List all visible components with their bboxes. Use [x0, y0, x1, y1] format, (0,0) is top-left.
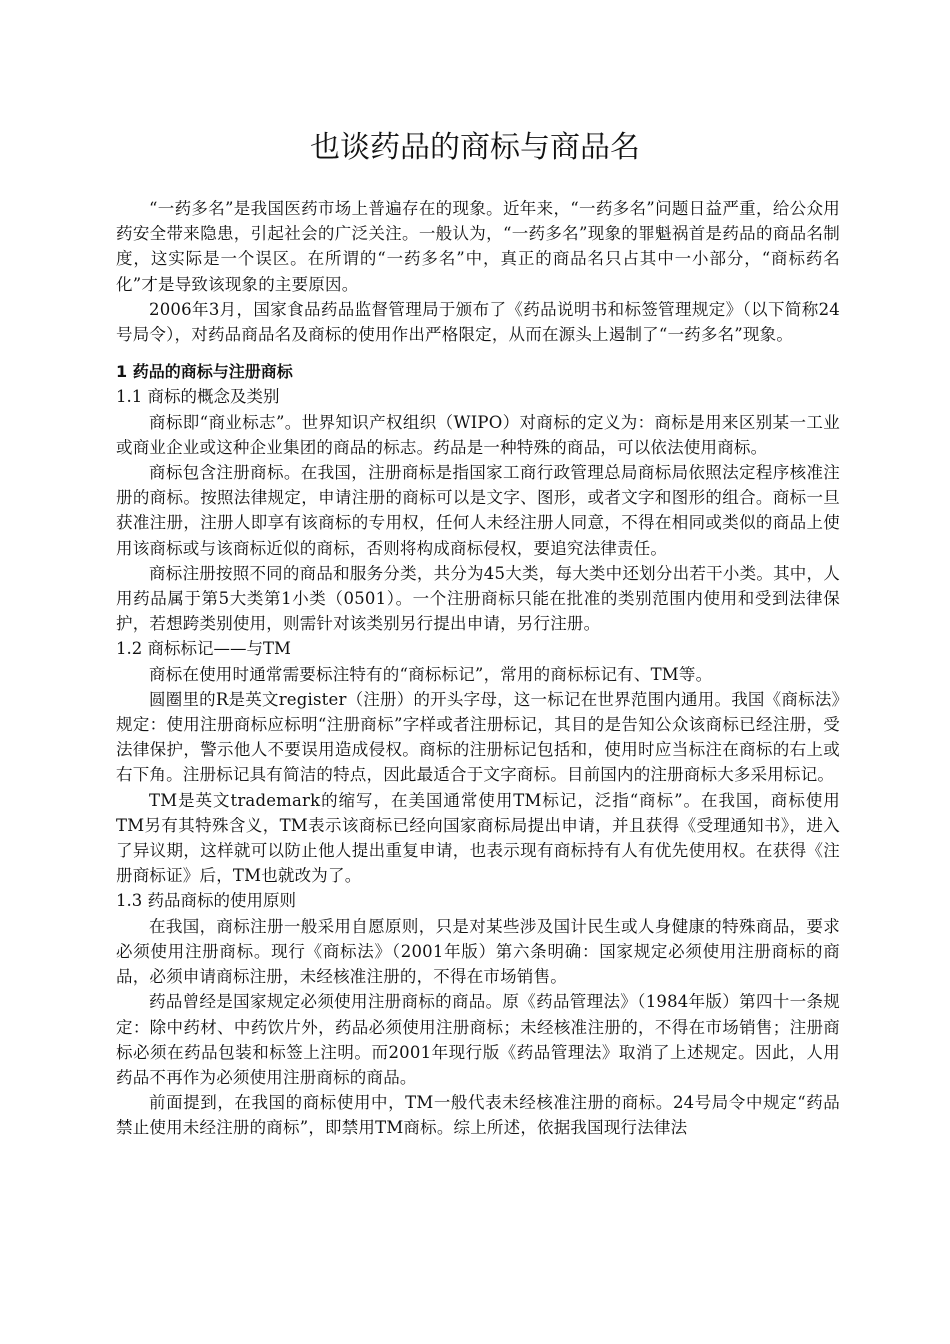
subsection-1-1-heading: 1.1 商标的概念及类别	[116, 387, 280, 407]
section-1-heading: 1 药品的商标与注册商标	[116, 362, 293, 382]
intro-paragraph-2: 2006年3月，国家食品药品监督管理局于颁布了《药品说明书和标签管理规定》（以下简称24号局令），对药品商品名及商标的使用作出严格限定，从而在源头上遏制了“一药多名”现象。	[116, 299, 840, 345]
paragraph-1-1-a: 商标即“商业标志”。世界知识产权组织（WIPO）对商标的定义为：商标是用来区别某一工业或商业企业或这种企业集团的商品的标志。药品是一种特殊的商品，可以依法使用商标。	[116, 412, 840, 457]
paragraph-1-3-c: 前面提到，在我国的商标使用中，TM一般代表未经核准注册的商标。24号局令中规定“药品禁止使用未经注册的商标”，即禁用TM商标。综上所述，依据我国现行法律法	[116, 1093, 840, 1138]
paragraph-1-1-b: 商标包含注册商标。在我国，注册商标是指国家工商行政管理总局商标局依照法定程序核准注册的商标。按照法律规定，申请注册的商标可以是文字、图形，或者文字和图形的组合。商标一旦获准注册，注册人即享有该商标的专用权，任何人未经注册人同意，不得在相同或类似的商品上使用该商标或与该商标近似的商标，否则将构成商标侵权，要追究法律责任。	[116, 463, 840, 558]
paragraph-1-3-a: 在我国，商标注册一般采用自愿原则，只是对某些涉及国计民生或人身健康的特殊商品，要求必须使用注册商标。现行《商标法》（2001年版）第六条明确：国家规定必须使用注册商标的商品，必须申请商标注册，未经核准注册的，不得在市场销售。	[116, 916, 840, 987]
subsection-1-3-heading: 1.3 药品商标的使用原则	[116, 891, 296, 911]
intro-paragraph-1: “一药多名”是我国医药市场上普遍存在的现象。近年来，“一药多名”问题日益严重，给公众用药安全带来隐患，引起社会的广泛关注。一般认为，“一药多名”现象的罪魁祸首是药品的商品名制度，这实际是一个误区。在所谓的“一药多名”中，真正的商品名只占其中一小部分，“商标药名化”才是导致该现象的主要原因。	[116, 199, 840, 294]
subsection-1-2-heading: 1.2 商标标记——与TM	[116, 639, 291, 659]
paragraph-1-2-a: 商标在使用时通常需要标注特有的“商标标记”，常用的商标标记有、TM等。	[149, 664, 713, 684]
paragraph-1-3-b: 药品曾经是国家规定必须使用注册商标的商品。原《药品管理法》（1984年版）第四十一条规定：除中药材、中药饮片外，药品必须使用注册商标；未经核准注册的，不得在市场销售；注册商标必须在药品包装和标签上注明。而2001年现行版《药品管理法》取消了上述规定。因此，人用药品不再作为必须使用注册商标的商品。	[116, 992, 840, 1087]
paragraph-1-1-c: 商标注册按照不同的商品和服务分类，共分为45大类，每大类中还划分出若干小类。其中，人用药品属于第5大类第1小类（0501）。一个注册商标只能在批准的类别范围内使用和受到法律保护，若想跨类别使用，则需针对该类别另行提出申请，另行注册。	[116, 563, 840, 634]
document-body	[116, 196, 840, 1141]
paragraph-1-2-b: 圆圈里的R是英文register（注册）的开头字母，这一标记在世界范围内通用。我国《商标法》规定：使用注册商标应标明“注册商标”字样或者注册标记，其目的是告知公众该商标已经注册，受法律保护，警示他人不要误用造成侵权。商标的注册标记包括和，使用时应当标注在商标的右上或右下角。注册标记具有简洁的特点，因此最适合于文字商标。目前国内的注册商标大多采用标记。	[116, 689, 840, 785]
document-title: 也谈药品的商标与商品名	[310, 130, 640, 165]
paragraph-1-2-c: TM是英文trademark的缩写，在美国通常使用TM标记，泛指“商标”。在我国，商标使用TM另有其特殊含义，TM表示该商标已经向国家商标局提出申请，并且获得《受理通知书》，进入了异议期，这样就可以防止他人提出重复申请，也表示现有商标持有人有优先使用权。在获得《注册商标证》后，TM也就改为了。	[116, 790, 840, 886]
